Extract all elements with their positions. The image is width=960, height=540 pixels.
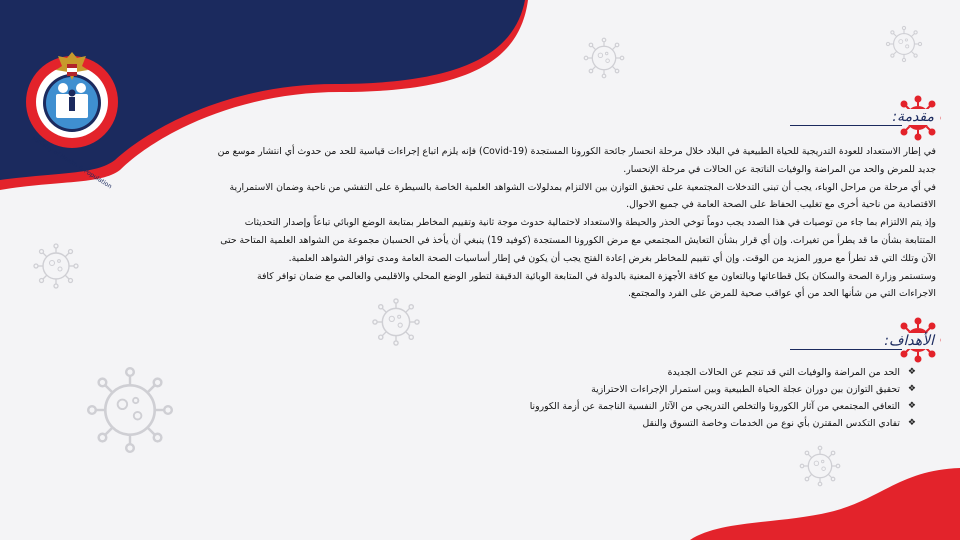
bullet-icon: ❖ — [907, 401, 916, 411]
virus-icon — [34, 244, 78, 288]
intro-line: الاقتصادية من ناحية أخرى مع تغليب الحفاظ على الصحة العامة في جميع الاحوال. — [626, 199, 936, 211]
bullet-icon: ❖ — [907, 384, 916, 394]
goal-text: تفادي التكدس المقترن بأي نوع من الخدمات وخاصة التسوق والنقل — [642, 418, 900, 429]
ministry-logo-labels — [20, 40, 126, 191]
virus-icon — [373, 299, 419, 345]
goals-list — [529, 364, 916, 432]
virus-icon — [800, 446, 840, 486]
list-item — [560, 381, 916, 398]
intro-line: في إطار الاستعداد للعودة التدريجية للحياة الطبيعية في البلاد خلال مرحلة انحسار جائحة الكورونا المستجدة (Covid-19) فإنه يلزم اتباع إجراءات قياسية للحد من حدوث أي انتشار موسع من — [217, 146, 936, 157]
intro-line: الآن وتلك التي قد تطرأ مع مرور المزيد من الوقت. وإن أي تقييم للمخاطر بغرض إعادة الفتح يجب أن يكون في إطار أساسيات الصحة العامة ومدى توافر الشواهد العلمية. — [288, 252, 936, 264]
intro-line: وستستمر وزارة الصحة والسكان بكل قطاعاتها وبالتعاون مع كافة الأجهزة المعنية بالدولة في المتابعة الوبائية الدقيقة لتطور الوضع المحلي والاقليمي والعالمي مع ضمان توافر كافة — [256, 270, 936, 282]
intro-heading — [790, 106, 940, 128]
goal-text: تحقيق التوازن بين دوران عجلة الحياة الطبيعية وبين استمرار الإجراءات الاحترازية — [591, 384, 900, 395]
list-item — [529, 398, 916, 415]
list-item — [560, 364, 916, 381]
intro-line: الاجراءات التي من شأنها الحد من أي عواقب صحية للمرض على الفرد والمجتمع. — [627, 288, 936, 300]
bottom-red-wave — [690, 468, 960, 540]
list-item — [560, 415, 916, 432]
goal-text: الحد من المراضة والوفيات التي قد تنجم عن الحالات الجديدة — [667, 367, 900, 378]
heading-underline — [790, 349, 902, 350]
goal-text: التعافي المجتمعي من آثار الكورونا والتخلص التدريجي من الآثار النفسية الناجمة عن أزمة الكورونا — [529, 401, 900, 412]
intro-line: المتتابعة بشأن ما قد يطرأ من تغيرات. وإن أي قرار بشأن التعايش المجتمعي مع مرض الكورونا المستجدة (كوفيد 19) ينبغي أن يأخذ في الحسبان مجموعة من الشواهد العلمية المتاحة حتى — [220, 234, 936, 246]
intro-line: في أي مرحلة من مراحل الوباء، يجب أن تبنى التدخلات المجتمعية على تحقيق التوازن بين الالتزام بمدلولات الشواهد العلمية الخاصة بالسيطرة على التفشي من ناحية وضمان الاستمرارية — [229, 181, 936, 193]
intro-line: وإذ يتم الالتزام بما جاء من توصيات في هذا الصدد يجب دوماً توخي الحذر والحيطة والاستعداد لاحتمالية حدوث موجة ثانية وتقييم المخاطر بمتابعة الوضع الوبائي تباعاً وإصدار التحديثات — [244, 217, 936, 229]
goals-heading-text: الأهداف: — [878, 333, 940, 349]
virus-icon — [886, 26, 921, 61]
bullet-icon: ❖ — [907, 418, 916, 428]
intro-line: جديد للمرض والحد من المراضة والوفيات الناتجة عن الحالات في مرحلة الإنحسار. — [623, 163, 936, 175]
virus-icon — [584, 38, 624, 78]
intro-heading-text: مقدمة: — [886, 109, 940, 125]
virus-icon — [88, 368, 172, 452]
heading-underline — [790, 125, 902, 126]
goals-heading — [790, 330, 940, 352]
intro-paragraph — [118, 143, 936, 303]
logo-english-text: Ministry of Health & Population — [30, 135, 113, 191]
bullet-icon: ❖ — [907, 367, 916, 377]
